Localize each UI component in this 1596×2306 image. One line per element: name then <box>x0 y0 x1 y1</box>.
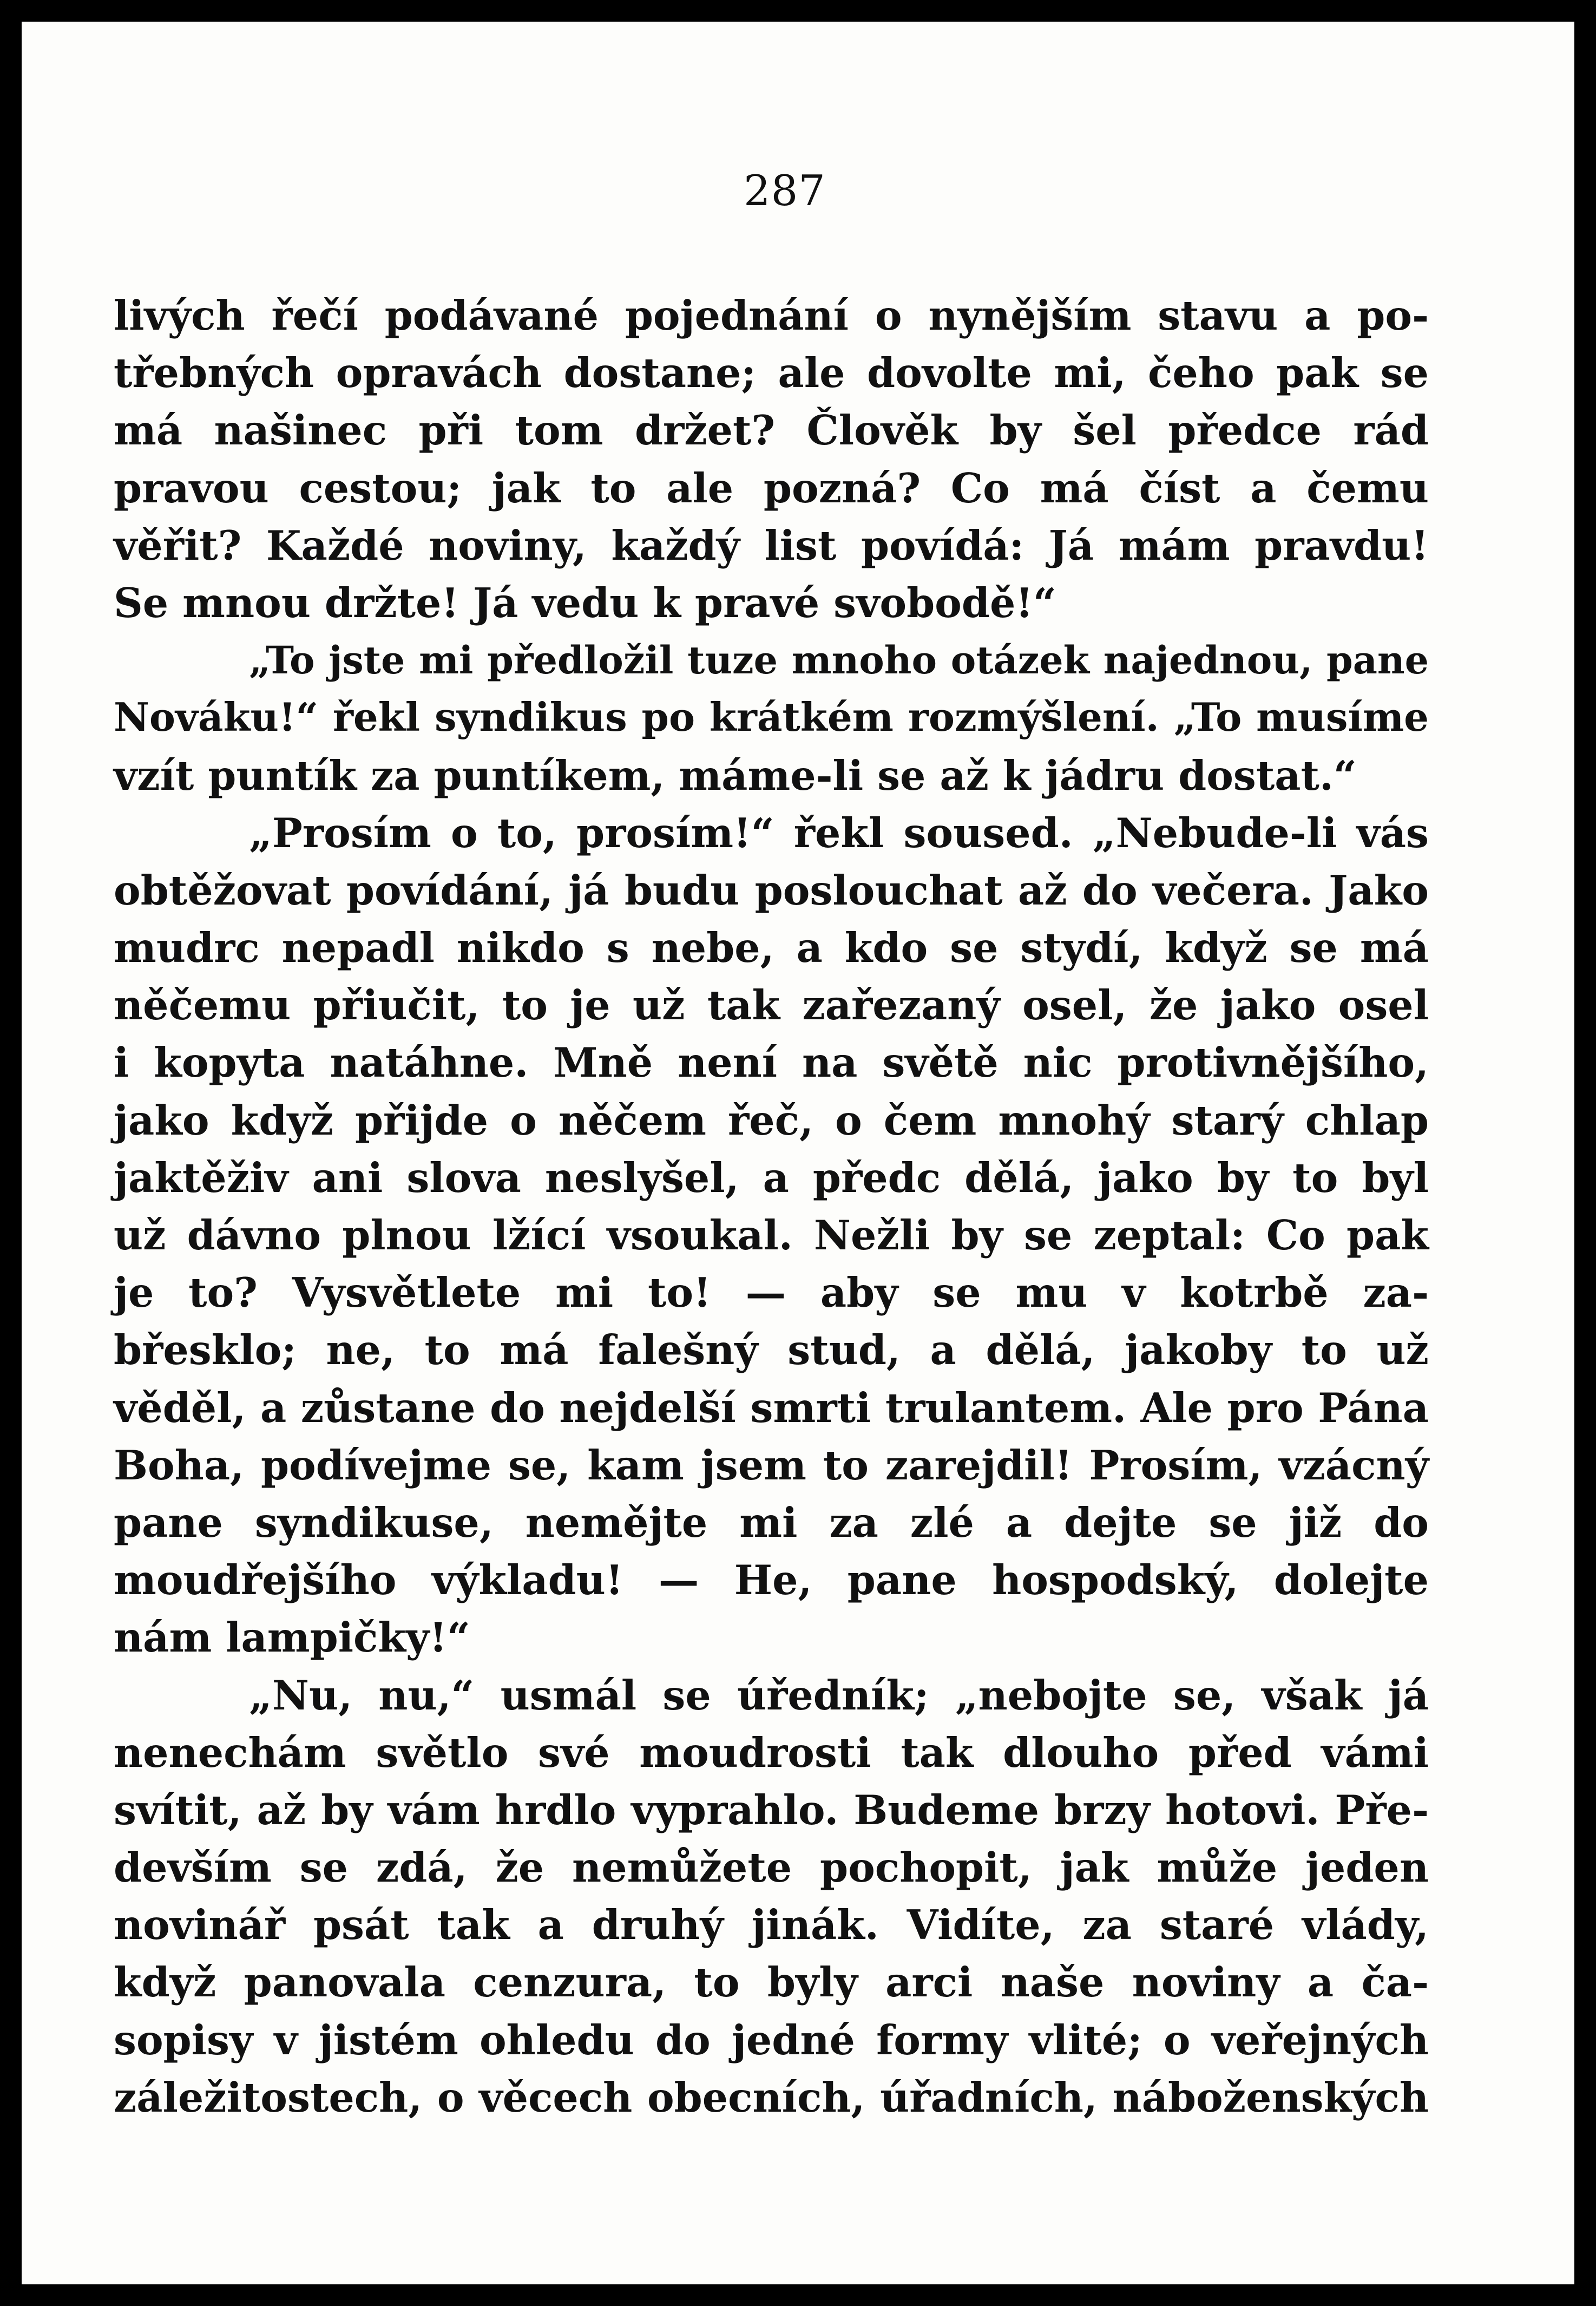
text-line <box>114 1437 1429 1494</box>
text-line <box>114 919 1429 977</box>
text-line <box>114 287 1429 344</box>
text-line <box>114 1551 1429 1609</box>
text-line-content: břesklo; ne, to má falešný stud, a dělá, jakoby to už <box>114 1326 1429 1374</box>
text-line <box>114 1149 1429 1207</box>
text-line <box>114 2069 1429 2126</box>
text-line-content: už dávno plnou lžící vsoukal. Nežli by se zeptal: Co pak <box>114 1211 1429 1259</box>
text-line <box>114 1839 1429 1896</box>
text-line-content: vzít puntík za puntíkem, máme-li se až k jádru dostat.“ <box>114 751 1357 800</box>
text-line <box>114 1264 1429 1321</box>
text-line <box>114 747 1429 804</box>
text-line-content: livých řečí podávané pojednání o nynějším stavu a po- <box>114 292 1429 339</box>
scan-border-bottom <box>0 2284 1596 2306</box>
book-page <box>22 22 1574 2284</box>
text-line <box>114 402 1429 459</box>
text-line-content: pane syndikuse, nemějte mi za zlé a dejte se již do <box>114 1498 1429 1547</box>
text-line-content: Boha, podívejme se, kam jsem to zarejdil! Prosím, vzácný <box>114 1441 1429 1489</box>
page-number: 287 <box>744 167 826 215</box>
text-line <box>114 1781 1429 1839</box>
text-line-content: nám lampičky!“ <box>114 1614 470 1662</box>
text-line <box>114 1954 1429 2011</box>
text-line <box>114 1034 1429 1091</box>
text-line <box>114 1321 1429 1379</box>
text-line-content: věděl, a zůstane do nejdelší smrti trulantem. Ale pro Pána <box>114 1384 1429 1432</box>
scan-border-right <box>1574 0 1596 2306</box>
text-line-content: svítit, až by vám hrdlo vyprahlo. Budeme brzy hotovi. Pře- <box>114 1786 1429 1834</box>
text-line-content: devším se zdá, že nemůžete pochopit, jak může jeden <box>114 1844 1429 1892</box>
text-line-content: když panovala cenzura, to byly arci naše noviny a ča- <box>114 1958 1429 2007</box>
text-line <box>114 977 1429 1034</box>
text-line-content: věřit? Každé noviny, každý list povídá: Já mám pravdu! <box>114 521 1429 569</box>
text-line-content: Nováku!“ řekl syndikus po krátkém rozmýšlení. „To musíme <box>114 695 1429 741</box>
text-line-content: jaktěživ ani slova neslyšel, a předc dělá, jako by to byl <box>114 1154 1429 1202</box>
text-line <box>114 1207 1429 1264</box>
text-line <box>114 1609 1429 1666</box>
text-line <box>114 1896 1429 1954</box>
text-line <box>114 2012 1429 2069</box>
text-line-content: něčemu přiučit, to je už tak zařezaný osel, že jako osel <box>114 981 1429 1030</box>
text-line-content: mudrc nepadl nikdo s nebe, a kdo se stydí, když se má <box>114 924 1429 972</box>
text-line-content: „Prosím o to, prosím!“ řekl soused. „Nebude-li vás <box>249 809 1429 857</box>
text-line <box>114 344 1429 402</box>
text-line-content: obtěžovat povídání, já budu poslouchat až do večera. Jako <box>114 866 1429 914</box>
text-line-content: je to? Vysvětlete mi to! — aby se mu v kotrbě za- <box>114 1269 1429 1317</box>
text-line <box>114 1092 1429 1149</box>
scan-border-top <box>0 0 1596 22</box>
text-line-content: „To jste mi předložil tuze mnoho otázek najednou, pane <box>249 638 1429 683</box>
text-line-content: záležitostech, o věcech obecních, úřadních, náboženských <box>114 2073 1429 2121</box>
scan-border-left <box>0 0 22 2306</box>
text-line <box>114 1379 1429 1437</box>
text-line <box>114 862 1429 919</box>
text-line <box>114 632 1429 689</box>
text-line-content: pravou cestou; jak to ale pozná? Co má číst a čemu <box>114 464 1429 512</box>
text-line <box>114 1724 1429 1781</box>
text-line-content: třebných opravách dostane; ale dovolte mi, čeho pak se <box>114 349 1429 397</box>
text-line <box>114 804 1429 862</box>
body-text <box>114 287 1429 2126</box>
text-line-content: sopisy v jistém ohledu do jedné formy vlité; o veřejných <box>114 2016 1429 2064</box>
text-line-content: Se mnou držte! Já vedu k pravé svobodě!“ <box>114 579 1056 627</box>
text-line-content: moudřejšího výkladu! — He, pane hospodský, dolejte <box>114 1556 1429 1604</box>
text-line <box>114 689 1429 746</box>
text-line-content: jako když přijde o něčem řeč, o čem mnohý starý chlap <box>114 1096 1429 1144</box>
text-line <box>114 517 1429 574</box>
text-line <box>114 574 1429 632</box>
text-line-content: i kopyta natáhne. Mně není na světě nic protivnějšího, <box>114 1039 1429 1087</box>
text-line <box>114 1494 1429 1551</box>
text-line-content: má našinec při tom držet? Člověk by šel předce rád <box>114 407 1429 455</box>
text-line-content: nenechám světlo své moudrosti tak dlouho před vámi <box>114 1728 1429 1777</box>
text-line <box>114 1667 1429 1724</box>
text-line <box>114 460 1429 517</box>
text-line-content: novinář psát tak a druhý jinák. Vidíte, za staré vlády, <box>114 1901 1429 1949</box>
text-line-content: „Nu, nu,“ usmál se úředník; „nebojte se, však já <box>249 1671 1429 1719</box>
